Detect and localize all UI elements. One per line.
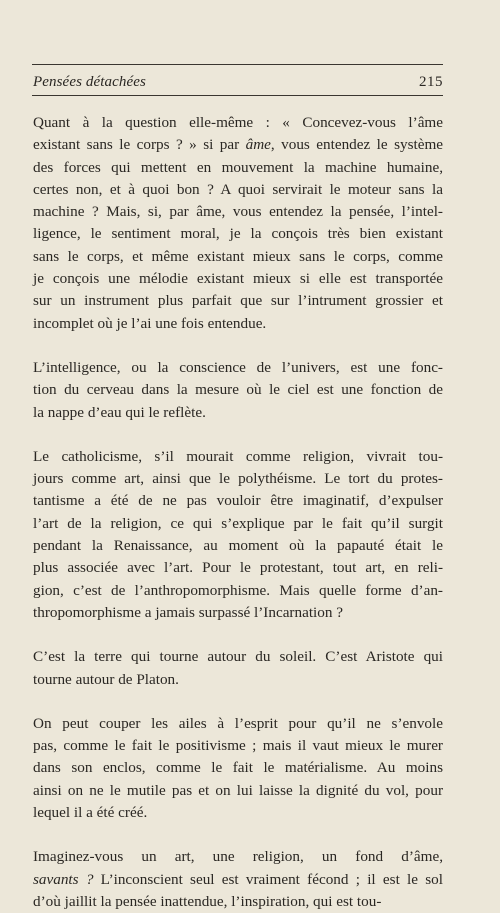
text-line bbox=[33, 602, 443, 624]
text-line bbox=[33, 802, 443, 824]
text-run: lequel il a été créé. bbox=[33, 804, 148, 822]
text-run: d’où jaillit la pensée inattendue, l’inspiration, qui est tou- bbox=[33, 892, 382, 910]
text-line bbox=[33, 891, 443, 913]
text-run: L’intelligence, ou la conscience de l’univers, est une fonc- bbox=[33, 358, 443, 376]
text-line bbox=[33, 112, 443, 134]
text-line bbox=[33, 735, 443, 757]
text-run: sans le corps, et même existant mieux sans le corps, comme bbox=[33, 247, 443, 265]
text-run: existant sans le corps ? » si par bbox=[33, 136, 246, 154]
text-line bbox=[33, 646, 443, 668]
paragraph bbox=[33, 446, 443, 624]
italic-text: savants ? bbox=[33, 870, 94, 888]
text-run: On peut couper les ailes à l’esprit pour qu’il ne s’envole bbox=[33, 714, 443, 732]
paragraph bbox=[33, 357, 443, 424]
paragraph-gap bbox=[33, 824, 443, 846]
paragraph bbox=[33, 646, 443, 691]
text-run: thropomorphisme a jamais surpassé l’Incarnation ? bbox=[33, 603, 343, 621]
text-run: tantisme a été de ne pas vouloir être imaginatif, d’expulser bbox=[33, 492, 443, 510]
text-line bbox=[33, 468, 443, 490]
paragraph-gap bbox=[33, 424, 443, 446]
paragraph-gap bbox=[33, 624, 443, 646]
text-run: Quant à la question elle-même : « Concevez-vous l’âme bbox=[33, 114, 443, 131]
paragraph-gap bbox=[33, 335, 443, 357]
text-run: certes non, et à quoi bon ? A quoi servirait le moteur sans la bbox=[33, 180, 443, 198]
text-line bbox=[33, 223, 443, 245]
text-line bbox=[33, 157, 443, 179]
text-line bbox=[33, 357, 443, 379]
text-line bbox=[33, 268, 443, 290]
text-run: pendant la Renaissance, au moment où la papauté était le bbox=[33, 537, 443, 555]
text-line bbox=[33, 313, 443, 335]
text-run: ainsi on ne le mutile pas et on lui laisse la dignité du vol, pour bbox=[33, 781, 443, 799]
text-line bbox=[33, 246, 443, 268]
text-run: la nappe d’eau qui le reflète. bbox=[33, 403, 206, 421]
text-line bbox=[33, 669, 443, 691]
paragraph-gap bbox=[33, 691, 443, 713]
text-run: je conçois une mélodie existant mieux si elle est transportée bbox=[33, 270, 443, 288]
running-title: Pensées détachées bbox=[33, 74, 146, 90]
text-run: , vous entendez le système bbox=[270, 136, 444, 154]
text-run: tourne autour de Platon. bbox=[33, 670, 179, 688]
text-line bbox=[33, 201, 443, 223]
text-run: plus associée avec l’art. Pour le protestant, tout art, en reli- bbox=[33, 559, 443, 577]
text-run: C’est la terre qui tourne autour du soleil. C’est Aristote qui bbox=[33, 648, 443, 666]
text-line bbox=[33, 290, 443, 312]
italic-text: âme bbox=[245, 136, 271, 154]
text-run: jours comme art, ainsi que le polythéisme. Le tort du protes- bbox=[33, 470, 443, 488]
text-run: incomplet où je l’ai une fois entendue. bbox=[33, 314, 267, 332]
text-run: machine ? Mais, si, par âme, vous entendez la pensée, l’intel- bbox=[33, 203, 443, 221]
paragraph bbox=[33, 713, 443, 824]
running-header bbox=[33, 72, 443, 92]
text-run: des forces qui mettent en mouvement la machine humaine, bbox=[33, 158, 443, 176]
paragraph bbox=[33, 846, 443, 913]
paragraph bbox=[33, 112, 443, 335]
text-line bbox=[33, 446, 443, 468]
text-line bbox=[33, 846, 443, 868]
text-line bbox=[33, 379, 443, 401]
text-line bbox=[33, 535, 443, 557]
page-number: 215 bbox=[419, 74, 443, 90]
text-run: L’inconscient seul est vraiment fécond ; il est le sol bbox=[93, 870, 443, 888]
text-run: Le catholicisme, s’il mourait comme religion, vivrait tou- bbox=[33, 447, 443, 465]
text-line bbox=[33, 869, 443, 891]
text-run: dans son enclos, comme le fait le matérialisme. Au moins bbox=[33, 759, 443, 777]
text-line bbox=[33, 402, 443, 424]
text-run: gion, c’est de l’anthropomorphisme. Mais quelle forme d’an- bbox=[33, 581, 443, 599]
text-run: sur un instrument plus parfait que sur l’intrument grossier et bbox=[33, 292, 443, 310]
text-line bbox=[33, 179, 443, 201]
page-body bbox=[33, 112, 443, 913]
text-run: l’art de la religion, ce qui s’explique par le fait qu’il surgit bbox=[33, 514, 443, 532]
text-run: pas, comme le fait le positivisme ; mais il vaut mieux le murer bbox=[33, 737, 443, 755]
text-line bbox=[33, 557, 443, 579]
text-line bbox=[33, 757, 443, 779]
text-run: ligence, le sentiment moral, je la conçois très bien existant bbox=[33, 225, 443, 243]
header-top-rule bbox=[32, 64, 443, 65]
text-line bbox=[33, 134, 443, 156]
text-line bbox=[33, 713, 443, 735]
text-line bbox=[33, 780, 443, 802]
text-run: Imaginez-vous un art, une religion, un fond d’âme, bbox=[33, 848, 443, 866]
text-run: tion du cerveau dans la mesure où le ciel est une fonction de bbox=[33, 381, 443, 399]
text-line bbox=[33, 580, 443, 602]
text-line bbox=[33, 513, 443, 535]
header-bottom-rule bbox=[32, 95, 443, 96]
text-line bbox=[33, 490, 443, 512]
